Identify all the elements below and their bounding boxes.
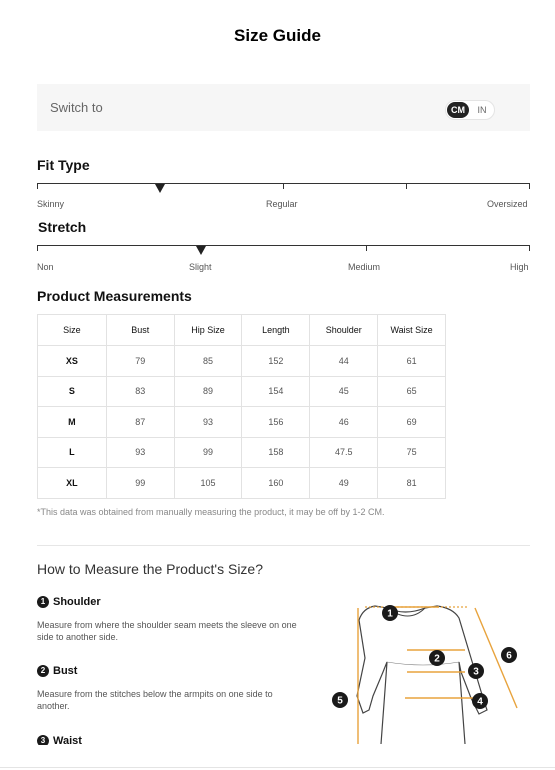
table-row (38, 407, 446, 438)
size-cell: M (38, 407, 107, 438)
fit-label-oversized: Oversized (487, 199, 528, 209)
fit-label-regular: Regular (266, 199, 298, 209)
measure-item-shoulder (37, 596, 302, 643)
hip-size-cell: 99 (174, 437, 242, 468)
length-cell: 152 (242, 346, 310, 377)
switch-label: Switch to (50, 100, 103, 115)
svg-text:4: 4 (477, 696, 483, 708)
measurements-table (37, 314, 446, 499)
measure-item-title: Shoulder (53, 596, 101, 608)
measure-item-description: Measure from where the shoulder seam meets the sleeve on one side to another side. (37, 620, 297, 642)
table-row (38, 376, 446, 407)
bust-cell: 79 (106, 346, 174, 377)
number-badge-1: 1 (37, 596, 49, 608)
length-cell: 156 (242, 407, 310, 438)
measure-item-title: Waist (53, 735, 82, 745)
waist-size-cell: 61 (378, 346, 446, 377)
diagram-marker-4 (472, 693, 488, 709)
length-cell: 154 (242, 376, 310, 407)
size-cell: S (38, 376, 107, 407)
table-header-row (38, 315, 446, 346)
svg-text:1: 1 (387, 608, 393, 620)
fit-label-skinny: Skinny (37, 199, 65, 209)
measurements-heading: Product Measurements (37, 288, 192, 304)
unit-toggle[interactable] (445, 100, 495, 120)
stretch-heading: Stretch (38, 219, 87, 235)
stretch-pointer (196, 246, 206, 255)
table-row (38, 468, 446, 499)
stretch-label-medium: Medium (348, 262, 381, 272)
fit-type-pointer (155, 184, 165, 193)
hip-size-cell: 89 (174, 376, 242, 407)
size-cell: XS (38, 346, 107, 377)
bust-cell: 93 (106, 437, 174, 468)
diagram-marker-1 (382, 605, 398, 621)
stretch-label-slight: Slight (189, 262, 212, 272)
fit-type-heading: Fit Type (37, 157, 90, 173)
shoulder-cell: 45 (310, 376, 378, 407)
shoulder-cell: 49 (310, 468, 378, 499)
hip-size-cell: 105 (174, 468, 242, 499)
length-cell: 158 (242, 437, 310, 468)
page-title: Size Guide (234, 26, 321, 45)
col-header-bust: Bust (106, 315, 174, 346)
section-divider (37, 545, 530, 546)
waist-size-cell: 65 (378, 376, 446, 407)
bust-cell: 99 (106, 468, 174, 499)
waist-size-cell: 75 (378, 437, 446, 468)
bottom-divider (0, 767, 555, 768)
length-cell: 160 (242, 468, 310, 499)
bust-cell: 83 (106, 376, 174, 407)
waist-size-cell: 69 (378, 407, 446, 438)
measurement-note: *This data was obtained from manually measuring the product, it may be off by 1-2 CM. (37, 507, 385, 517)
bust-cell: 87 (106, 407, 174, 438)
number-badge-3: 3 (37, 735, 49, 745)
shoulder-cell: 47.5 (310, 437, 378, 468)
measure-item-bust (37, 665, 302, 712)
diagram-marker-6 (501, 647, 517, 663)
number-badge-2: 2 (37, 665, 49, 677)
diagram-marker-2 (429, 650, 445, 666)
stretch-label-high: High (510, 262, 529, 272)
stretch-label-non: Non (37, 262, 54, 272)
table-row (38, 346, 446, 377)
measure-item-title: Bust (53, 665, 78, 677)
garment-diagram (325, 598, 525, 746)
shoulder-cell: 46 (310, 407, 378, 438)
svg-text:5: 5 (337, 695, 343, 707)
svg-text:6: 6 (506, 650, 512, 662)
col-header-size: Size (38, 315, 107, 346)
unit-option-cm[interactable]: CM (447, 102, 469, 118)
measure-item-waist (37, 735, 302, 745)
measure-item-description: Measure from the stitches below the armpits on one side to another. (37, 689, 273, 711)
shoulder-cell: 44 (310, 346, 378, 377)
how-to-heading: How to Measure the Product's Size? (37, 561, 264, 577)
hip-size-cell: 93 (174, 407, 242, 438)
col-header-shoulder: Shoulder (310, 315, 378, 346)
col-header-length: Length (242, 315, 310, 346)
diagram-marker-3 (468, 663, 484, 679)
unit-option-in[interactable]: IN (477, 105, 487, 115)
waist-size-cell: 81 (378, 468, 446, 499)
unit-switch-bar (37, 84, 530, 131)
hip-size-cell: 85 (174, 346, 242, 377)
size-cell: L (38, 437, 107, 468)
col-header-waist-size: Waist Size (378, 315, 446, 346)
col-header-hip-size: Hip Size (174, 315, 242, 346)
table-row (38, 437, 446, 468)
diagram-marker-5 (332, 692, 348, 708)
svg-text:2: 2 (434, 653, 440, 665)
size-cell: XL (38, 468, 107, 499)
svg-text:3: 3 (473, 666, 479, 678)
